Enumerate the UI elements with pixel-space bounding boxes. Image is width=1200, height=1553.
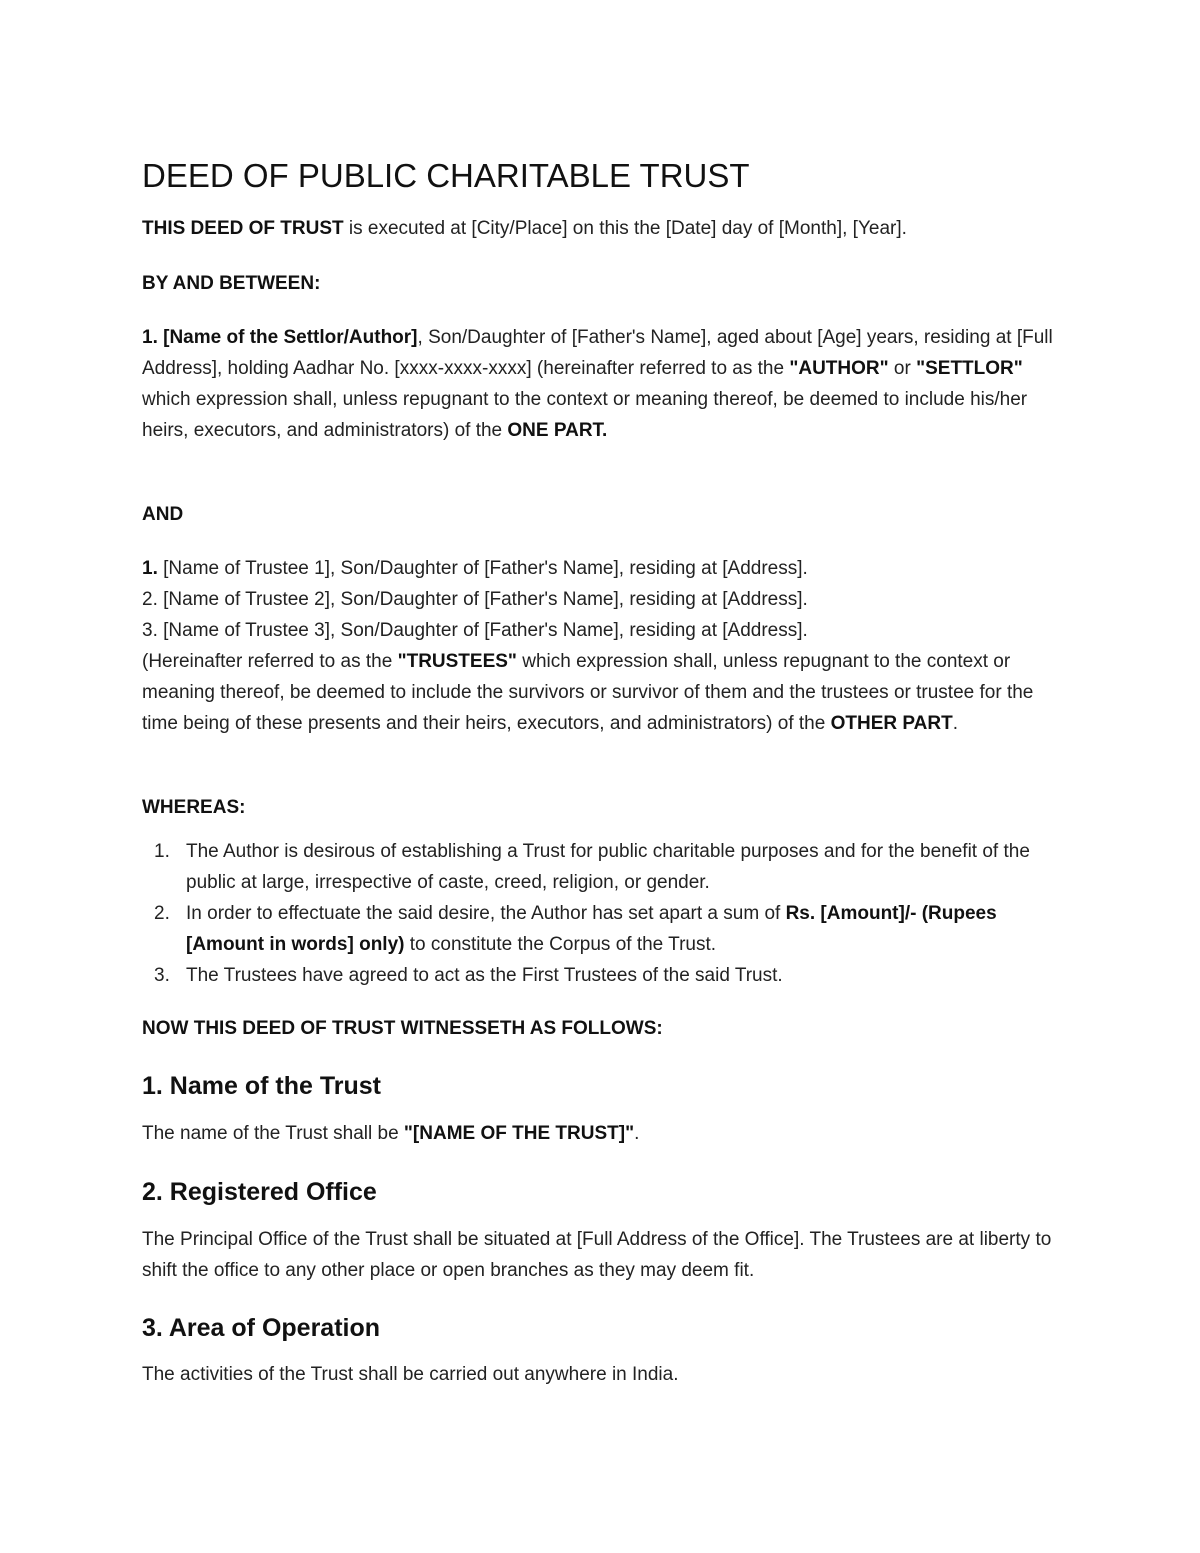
list-item: 1. The Author is desirous of establishing a Trust for public charitable purposes and for the benefit of the public at large, irrespective of caste, creed, religion, or gender. [154, 841, 1030, 893]
whereas-label: WHEREAS: [142, 797, 246, 818]
intro-text: is executed at [City/Place] on this the [Date] day of [Month], [Year]. [343, 218, 907, 239]
intro-paragraph [142, 213, 1062, 244]
trustee-line: 3. [Name of Trustee 3], Son/Daughter of [Father's Name], residing at [Address]. [142, 620, 808, 641]
settlor-term: "SETTLOR" [916, 358, 1023, 379]
settlor-paragraph: 1. [Name of the Settlor/Author], Son/Daughter of [Father's Name], aged about [Age] years, residing at [Full Address], holding Aadhar No. [xxxx-xxxx-xxxx] (hereinafter referred to as the "AUTHOR" or "SETTLOR" which expression shall, unless repugnant to the context or meaning thereof, be deemed to include his/her heirs, executors, and administrators) of the ONE PART. [142, 327, 1053, 441]
trustee-line: 1. [Name of Trustee 1], Son/Daughter of [Father's Name], residing at [Address]. [142, 558, 808, 579]
settlor-name: [Name of the Settlor/Author] [163, 327, 418, 348]
settlor-number: 1. [142, 327, 164, 348]
and-label: AND [142, 504, 184, 525]
section-heading: 1. Name of the Trust [142, 1072, 381, 1100]
other-part: OTHER PART [830, 713, 953, 734]
section-paragraph: The name of the Trust shall be "[NAME OF THE TRUST]". [142, 1123, 640, 1144]
trustee-line: 2. [Name of Trustee 2], Son/Daughter of [Father's Name], residing at [Address]. [142, 589, 808, 610]
section-heading: 2. Registered Office [142, 1178, 377, 1206]
document-title: DEED OF PUBLIC CHARITABLE TRUST [142, 157, 750, 194]
section-paragraph: The Principal Office of the Trust shall be situated at [Full Address of the Office]. The Trustees are at liberty to shift the office to any other place or open branches as they may deem fit. [142, 1229, 1052, 1281]
witnesseth-label: NOW THIS DEED OF TRUST WITNESSETH AS FOLLOWS: [142, 1018, 663, 1039]
trust-name: "[NAME OF THE TRUST]" [403, 1123, 635, 1144]
corpus-amount: Rs. [Amount]/- (Rupees [Amount in words] only) [186, 903, 997, 955]
section-heading: 3. Area of Operation [142, 1314, 381, 1342]
trustees-term: "TRUSTEES" [397, 651, 517, 672]
list-item: 2. In order to effectuate the said desire, the Author has set apart a sum of Rs. [Amount]/- (Rupees [Amount in words] only) to constitute the Corpus of the Trust. [154, 903, 997, 955]
whereas-list [142, 836, 1062, 991]
between-label: BY AND BETWEEN: [142, 273, 321, 294]
trustee-list [142, 553, 1062, 739]
trustees-clause: (Hereinafter referred to as the "TRUSTEES" which expression shall, unless repugnant to the context or meaning thereof, be deemed to include the survivors or survivor of them and the trustees or trustee for the time being of these presents and their heirs, executors, and administrators) of the OTHER PART. [142, 651, 1034, 734]
one-part: ONE PART. [507, 420, 608, 441]
list-item: 3. The Trustees have agreed to act as the First Trustees of the said Trust. [154, 965, 783, 986]
intro-lead: THIS DEED OF TRUST [142, 218, 344, 239]
section-paragraph: The activities of the Trust shall be carried out anywhere in India. [142, 1364, 679, 1385]
author-term: "AUTHOR" [789, 358, 889, 379]
